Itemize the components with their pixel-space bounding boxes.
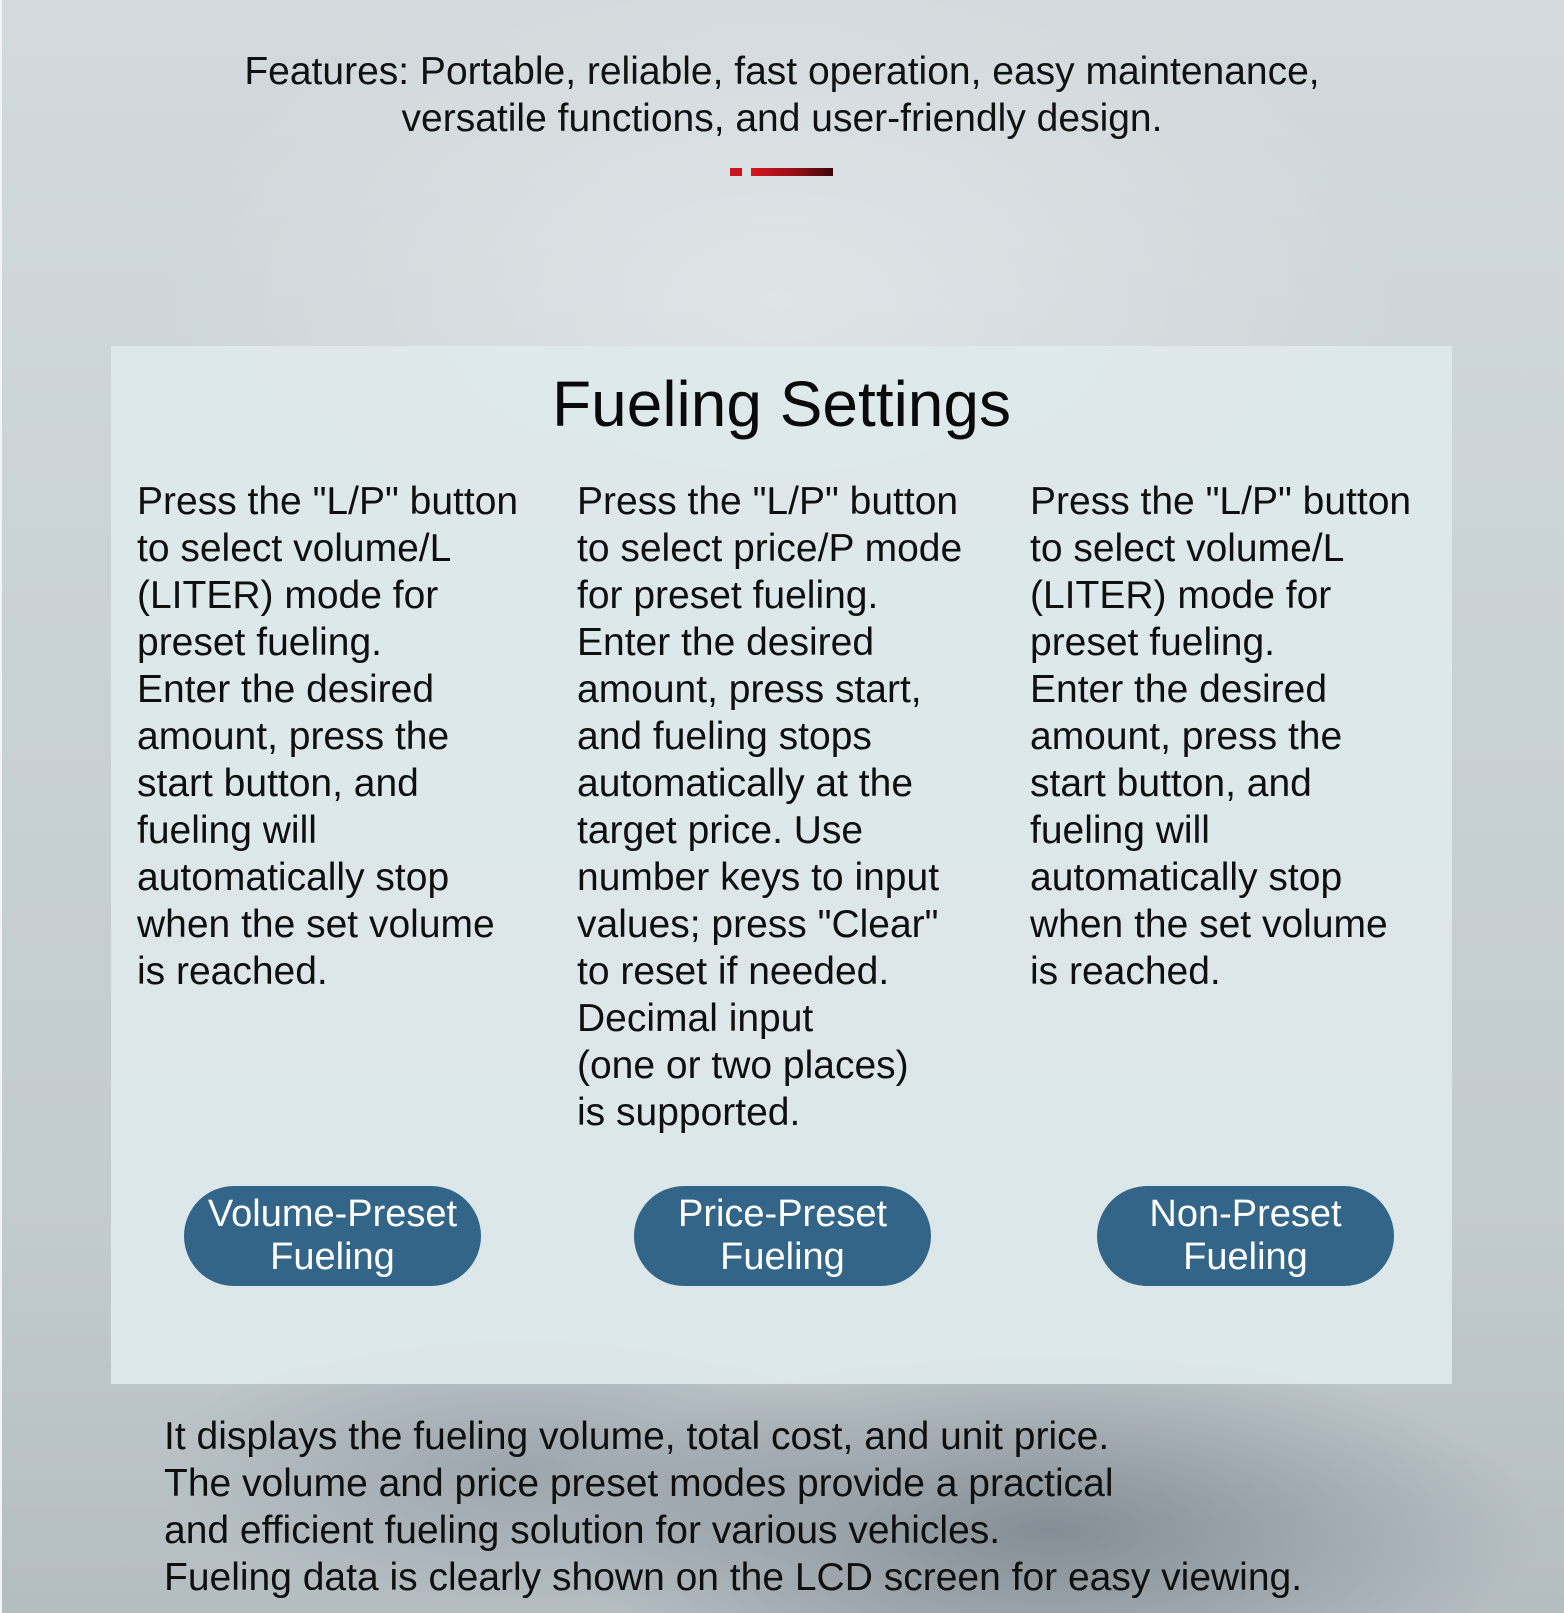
- volume-preset-description: Press the "L/P" button to select volume/L (LITER) mode for preset fueling. Enter the desired amount, press the start button, and fueling will automatically stop when the set volume is reached.: [137, 480, 519, 993]
- volume-preset-fueling-button[interactable]: Volume-Preset Fueling: [184, 1186, 481, 1286]
- price-preset-description: Press the "L/P" button to select price/P mode for preset fueling. Enter the desired amount, press start, and fueling stops automatically at the target price. Use number keys to input values; press "Clear" to reset if needed. Decimal input (one or two places) is supported.: [577, 480, 963, 1134]
- panel-title: Fueling Settings: [552, 368, 1011, 440]
- accent-dot: [730, 168, 742, 176]
- page-edge: [0, 0, 2, 1613]
- non-preset-fueling-button[interactable]: Non-Preset Fueling: [1097, 1186, 1394, 1286]
- price-preset-fueling-button[interactable]: Price-Preset Fueling: [634, 1186, 931, 1286]
- accent-bar: [751, 168, 833, 176]
- non-preset-description: Press the "L/P" button to select volume/L (LITER) mode for preset fueling. Enter the desired amount, press the start button, and fueling will automatically stop when the set volume is reached.: [1030, 480, 1412, 993]
- display-description: It displays the fueling volume, total cost, and unit price. The volume and price preset modes provide a practical and efficient fueling solution for various vehicles. Fueling data is clearly shown on the LCD screen for easy viewing.: [164, 1415, 1303, 1599]
- features-text: Features: Portable, reliable, fast operation, easy maintenance, versatile functions, and user-friendly design.: [244, 50, 1320, 140]
- fueling-settings-panel: [111, 346, 1452, 1384]
